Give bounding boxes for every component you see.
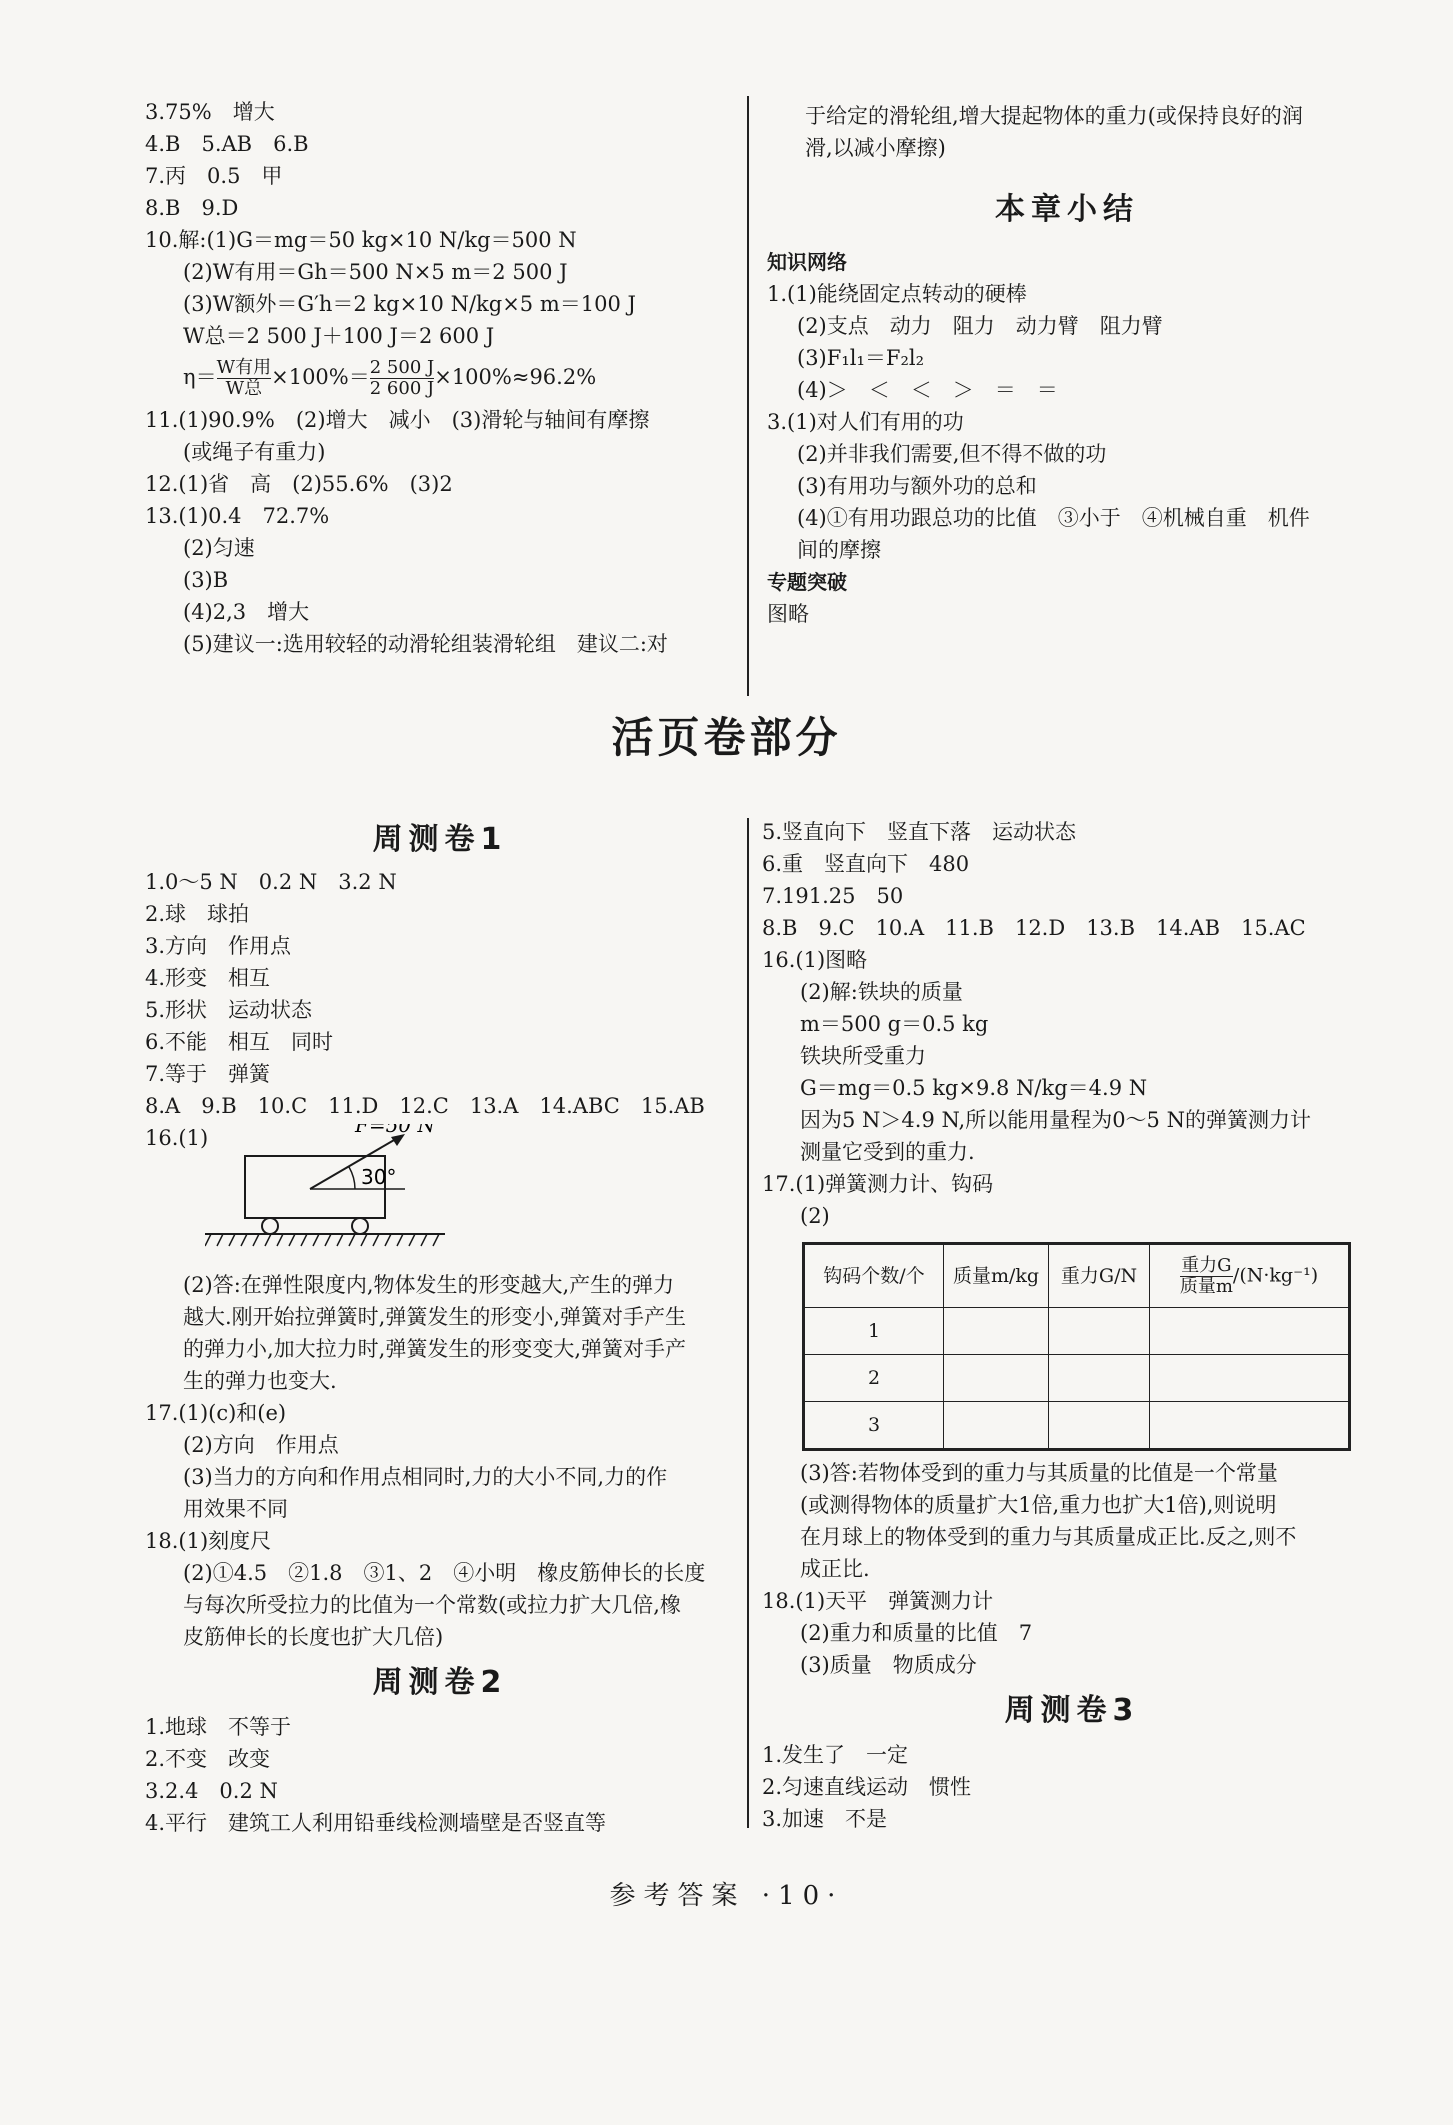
table-cell	[944, 1402, 1049, 1450]
answer-line: 于给定的滑轮组,增大提起物体的重力(或保持良好的润	[805, 104, 1303, 128]
answer-line: 3.方向 作用点	[145, 934, 292, 958]
answer-line: G＝mg＝0.5 kg×9.8 N/kg＝4.9 N	[800, 1076, 1148, 1100]
answer-line: 测量它受到的重力.	[800, 1140, 975, 1164]
answer-line: 4.B 5.AB 6.B	[145, 132, 309, 156]
answer-line: (或绳子有重力)	[183, 440, 326, 464]
answer-line: 7.等于 弹簧	[145, 1062, 271, 1086]
answer-line: 16.(1)图略	[762, 948, 868, 972]
answer-line: 皮筋伸长的长度也扩大几倍)	[183, 1625, 444, 1649]
answer-line: (3)有用功与额外功的总和	[797, 474, 1037, 498]
answer-line: 11.(1)90.9% (2)增大 减小 (3)滑轮与轴间有摩擦	[145, 408, 650, 432]
answer-line: (2)方向 作用点	[183, 1433, 339, 1457]
table-cell	[1049, 1308, 1150, 1355]
table-cell: 3	[804, 1402, 944, 1450]
answer-line: 铁块所受重力	[800, 1044, 926, 1068]
big-section-title: 活页卷部分	[611, 713, 842, 762]
answer-line: 图略	[767, 602, 809, 626]
answer-line: (5)建议一:选用较轻的动滑轮组装滑轮组 建议二:对	[183, 632, 668, 656]
answer-line: (3)W额外＝G′h＝2 kg×10 N/kg×5 m＝100 J	[183, 292, 636, 316]
answer-line: 17.(1)弹簧测力计、钩码	[762, 1172, 994, 1196]
table-cell	[1049, 1402, 1150, 1450]
fraction-values: $\frac{2 500 J}{2 600 J}$	[369, 357, 435, 399]
answer-line: 8.B 9.C 10.A 11.B 12.D 13.B 14.AB 15.AC	[762, 916, 1306, 940]
answer-line: 与每次所受拉力的比值为一个常数(或拉力扩大几倍,橡	[183, 1593, 681, 1617]
answer-line: (3)质量 物质成分	[800, 1653, 977, 1677]
table-cell	[1150, 1355, 1350, 1402]
right-column-top	[767, 100, 1367, 630]
answer-line: (2)支点 动力 阻力 动力臂 阻力臂	[797, 314, 1163, 338]
table-cell	[944, 1308, 1049, 1355]
answer-line: 3.75% 增大	[145, 100, 275, 124]
table-header-cell: 重力G/N	[1049, 1244, 1150, 1308]
answer-line: 4.形变 相互	[145, 966, 271, 990]
answer-line: 1.(1)能绕固定点转动的硬棒	[767, 282, 1027, 306]
table-cell: 2	[804, 1355, 944, 1402]
subheading-special-topic: 专题突破	[767, 570, 847, 594]
answer-line: (2)匀速	[183, 536, 255, 560]
cart-wheel-left	[262, 1218, 278, 1234]
answer-line: (4)＞ ＜ ＜ ＞ ＝ ＝	[797, 378, 1058, 402]
answer-line: (2)答:在弹性限度内,物体发生的形变越大,产生的弹力	[183, 1273, 675, 1297]
answer-line: (3)当力的方向和作用点相同时,力的大小不同,力的作	[183, 1465, 668, 1489]
column-divider-top	[747, 96, 749, 696]
answer-line: 7.丙 0.5 甲	[145, 164, 283, 188]
answer-line: 6.重 竖直向下 480	[762, 852, 970, 876]
fraction-useful-total: $\frac{\text{W有用}}{\text{W总}}$	[216, 357, 272, 399]
answer-line: (3)F₁l₁＝F₂l₂	[797, 346, 924, 370]
right-column-bottom	[762, 816, 1382, 1835]
section-title-weekly-test-2: 周测卷2	[372, 1665, 508, 1700]
answer-line: W总＝2 500 J＋100 J＝2 600 J	[183, 324, 495, 348]
answer-line: (2)并非我们需要,但不得不做的功	[797, 442, 1107, 466]
answer-line: 8.A 9.B 10.C 11.D 12.C 13.A 14.ABC 15.AB	[145, 1094, 705, 1118]
force-label: F=50 N	[355, 1124, 435, 1137]
answer-line: 间的摩擦	[797, 538, 881, 562]
answer-line: 用效果不同	[183, 1497, 288, 1521]
answer-line: 8.B 9.D	[145, 196, 239, 220]
answer-line: 越大.刚开始拉弹簧时,弹簧发生的形变小,弹簧对手产生	[183, 1305, 687, 1329]
answer-line: 滑,以减小摩擦)	[805, 136, 946, 160]
data-table	[802, 1242, 1351, 1451]
force-diagram	[205, 1124, 505, 1254]
section-title-weekly-test-1: 周测卷1	[372, 822, 508, 857]
answer-line: 4.平行 建筑工人利用铅垂线检测墙壁是否竖直等	[145, 1811, 607, 1835]
table-row	[804, 1402, 1350, 1450]
answer-line: 1.发生了 一定	[762, 1743, 909, 1767]
section-title-weekly-test-3: 周测卷3	[1004, 1693, 1140, 1728]
answer-line: (2)解:铁块的质量	[800, 980, 963, 1004]
column-divider-bottom	[747, 818, 749, 1828]
answer-line: 12.(1)省 高 (2)55.6% (3)2	[145, 472, 453, 496]
answer-line: (2)①4.5 ②1.8 ③1、2 ④小明 橡皮筋伸长的长度	[183, 1561, 706, 1585]
ratio-fraction: $\frac{\text{重力G}}{\text{质量m}}$	[1179, 1254, 1233, 1297]
table-header-cell: $\frac{\text{重力G}}{\text{质量m}}$ /(N·kg⁻¹)	[1150, 1244, 1350, 1308]
ground-hatching	[205, 1234, 439, 1246]
answer-line: 13.(1)0.4 72.7%	[145, 504, 330, 528]
answer-line: 17.(1)(c)和(e)	[145, 1401, 287, 1425]
answer-line: (3)答:若物体受到的重力与其质量的比值是一个常量	[800, 1461, 1278, 1485]
answer-line: 5.竖直向下 竖直下落 运动状态	[762, 820, 1077, 844]
answer-line: 5.形状 运动状态	[145, 998, 313, 1022]
answer-line: 7.191.25 50	[762, 884, 904, 908]
section-title-chapter-summary: 本章小结	[995, 192, 1139, 227]
answer-line: 18.(1)刻度尺	[145, 1529, 272, 1553]
answer-line: 6.不能 相互 同时	[145, 1030, 334, 1054]
table-row	[804, 1308, 1350, 1355]
left-column-bottom	[145, 818, 735, 1839]
answer-line: 1.地球 不等于	[145, 1715, 292, 1739]
answer-line: (4)2,3 增大	[183, 600, 310, 624]
answer-line: (2)	[800, 1204, 830, 1228]
left-column-top	[145, 96, 735, 660]
answer-line: 16.(1)	[145, 1126, 209, 1150]
answer-line: (或测得物体的质量扩大1倍,重力也扩大1倍),则说明	[800, 1493, 1277, 1517]
answer-line: m＝500 g＝0.5 kg	[800, 1012, 989, 1036]
table-cell	[1049, 1355, 1150, 1402]
cart-wheel-right	[352, 1218, 368, 1234]
answer-line: 10.解:(1)G＝mg＝50 kg×10 N/kg＝500 N	[145, 228, 577, 252]
answer-line: (2)重力和质量的比值 7	[800, 1621, 1033, 1645]
table-cell: 1	[804, 1308, 944, 1355]
table-cell	[944, 1355, 1049, 1402]
angle-arc	[349, 1167, 355, 1189]
table-header-cell: 钩码个数/个	[804, 1244, 944, 1308]
table-row	[804, 1355, 1350, 1402]
answer-line: (2)W有用＝Gh＝500 N×5 m＝2 500 J	[183, 260, 568, 284]
answer-line: (3)B	[183, 568, 229, 592]
answer-line: 3.(1)对人们有用的功	[767, 410, 964, 434]
answer-line: 2.球 球拍	[145, 902, 250, 926]
answer-line: 2.不变 改变	[145, 1747, 271, 1771]
answer-line: 2.匀速直线运动 惯性	[762, 1775, 972, 1799]
answer-line: 因为5 N＞4.9 N,所以能用量程为0～5 N的弹簧测力计	[800, 1108, 1311, 1132]
table-header-row	[804, 1244, 1350, 1308]
answer-line: 18.(1)天平 弹簧测力计	[762, 1589, 994, 1613]
efficiency-formula: η＝ $\frac{\text{W有用}}{\text{W总}}$ ×100%＝ $\frac{2 500 J}{2 600 J}$ ×100%≈96.2%	[183, 357, 597, 399]
answer-line: 生的弹力也变大.	[183, 1369, 337, 1393]
table-cell	[1150, 1308, 1350, 1355]
answer-line: 1.0～5 N 0.2 N 3.2 N	[145, 870, 397, 894]
answer-line: 在月球上的物体受到的重力与其质量成正比.反之,则不	[800, 1525, 1297, 1549]
table-cell	[1150, 1402, 1350, 1450]
angle-label: 30°	[361, 1165, 397, 1189]
page-footer: 参考答案 ·10·	[609, 1881, 844, 1911]
answer-line: 3.加速 不是	[762, 1807, 888, 1831]
answer-line: 3.2.4 0.2 N	[145, 1779, 278, 1803]
table-header-cell: 质量m/kg	[944, 1244, 1049, 1308]
answer-line: (4)①有用功跟总功的比值 ③小于 ④机械自重 机件	[797, 506, 1310, 530]
answer-line: 的弹力小,加大拉力时,弹簧发生的形变变大,弹簧对手产	[183, 1337, 687, 1361]
answer-line: 成正比.	[800, 1557, 870, 1581]
subheading-knowledge-network: 知识网络	[767, 250, 847, 274]
